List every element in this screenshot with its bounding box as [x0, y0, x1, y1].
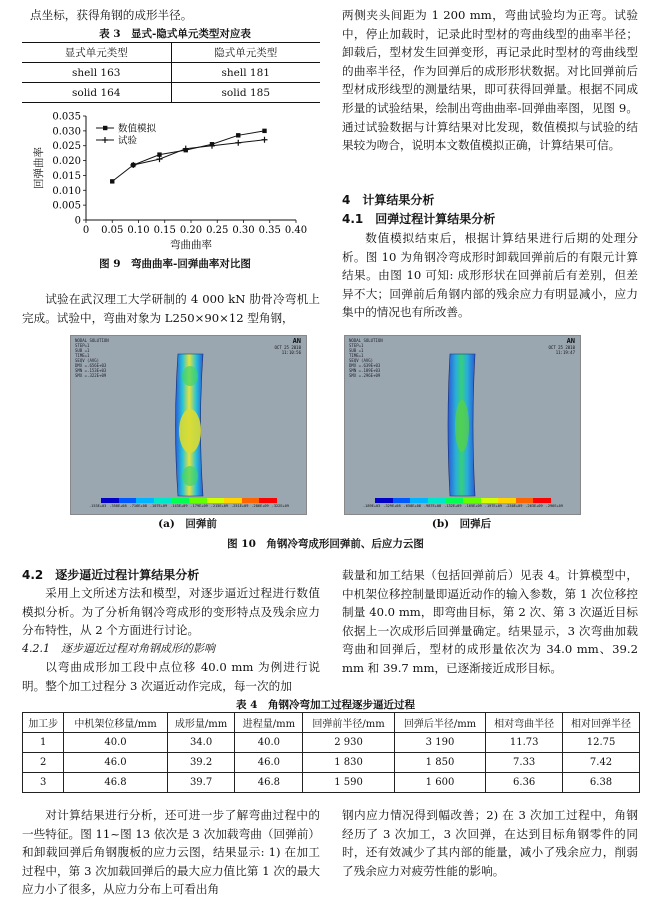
- header-line: SMN =.153E+03: [75, 368, 107, 373]
- header-line: STEP=1: [349, 343, 364, 348]
- section42-heading: 4.2 逐步逼近过程计算结果分析: [22, 568, 200, 582]
- y-tick-label: 0.010: [52, 185, 81, 197]
- y-tick-label: 0.030: [52, 126, 81, 138]
- y-tick-label: 0.025: [52, 141, 81, 153]
- right-paragraph-3: 钢内应力情况得到幅改善；2) 在 3 次加工过程中，角钢经历了 3 次加工，3 次回弹，在达到目标角钢零件的同时，还有效减少了其内部的能量，减小了残余应力，削弱了残余应力对疲劳性能的影响。: [342, 808, 638, 878]
- left-paragraph-1: 试验在武汉理工大学研制的 4 000 kN 肋骨冷弯机上完成。试验中，弯曲对象为 L250×90×12 型角钢，: [22, 292, 320, 325]
- panel-a-date: OCT 25 2010: [274, 345, 301, 350]
- table4-header: 相对弯曲半径: [486, 713, 563, 733]
- table4-caption: 表 4 角钢冷弯加工过程逐步逼近过程: [236, 699, 415, 711]
- table4-header: 进程量/mm: [235, 713, 303, 733]
- table4-cell: 2 930: [303, 733, 394, 753]
- right-paragraph-1: 两侧夹头间距为 1 200 mm，弯曲试验均为正弯。试验中，停止加载时，记录此时型材的弯曲线型的曲率半径；卸载后，型材发生回弹变形，再记录此时型材的弯曲线型的曲率半径，作为回弹后的成形形状数据。对比回弹前后型材成形线型的测量结果，即可获得回弹量。根据不同成形量的试验结果，绘制出弯曲曲率-回弹曲率图，见图 9。通过试验数据与计算结果对比发现，数值模拟与试验的结果较为吻合，说明本文数值模拟正确，计算结果可信。: [342, 8, 638, 153]
- figure10-sub-b: (b) 回弹后: [431, 518, 492, 530]
- table3-header: 显式单元类型: [22, 43, 171, 63]
- header-line: SMX =.322E+09: [75, 373, 107, 378]
- header-line: SEQV (AVG): [349, 358, 374, 363]
- table4-cell: 7.33: [486, 753, 563, 773]
- table3-cell: solid 164: [22, 83, 171, 103]
- table3-header: 隐式单元类型: [214, 47, 278, 59]
- x-tick-label: 0.10: [127, 225, 150, 236]
- legend-label: 数值模拟: [118, 123, 157, 135]
- legend-marker-plus: [102, 137, 108, 143]
- y-tick-label: 0.005: [52, 200, 81, 212]
- table4-cell: 34.0: [167, 733, 235, 753]
- panel-a-time: 11:10:56: [281, 350, 301, 355]
- table4-cell: 46.8: [235, 773, 303, 793]
- stress-contour-b: [345, 336, 580, 514]
- header-line: SMN =.189E+03: [349, 368, 381, 373]
- table-row: [23, 753, 640, 773]
- x-tick-label: 0.25: [206, 225, 229, 236]
- table4-cell: 11.73: [486, 733, 563, 753]
- table4-wrapper: [22, 712, 640, 793]
- panel-b-date: OCT 25 2010: [548, 345, 575, 350]
- table4-cell: 6.38: [563, 773, 640, 793]
- table4: [22, 712, 640, 793]
- series-line-2: [133, 140, 264, 165]
- table4-cell: 1 600: [394, 773, 485, 793]
- scale-label: .358E+08: [109, 504, 127, 508]
- chart-marks: [96, 123, 268, 184]
- table4-header: 中机架位移量/mm: [64, 713, 167, 733]
- table4-cell: 2: [23, 753, 64, 773]
- header-line: STEP=1: [75, 343, 90, 348]
- right-paragraph-2: 载量和加工结果（包括回弹前后）见表 4。计算模型中，中机架位移控制量即逼近动作的输入参数，第 1 次位移控制量 40.0 mm，即弯曲目标，第 2 次、第 3 次逼近目标依据上一次成形后回弹量确定。结果显示，3 次弯曲加载弯曲和回弹后，型材的成形量依次为 34.0 mm、39.2 mm 和 39.7 mm，已逐渐接近成形目标。: [342, 568, 638, 675]
- figure10-sub-a: (a) 回弹前: [158, 518, 217, 530]
- data-point-square: [236, 133, 240, 137]
- table4-cell: 12.75: [563, 733, 640, 753]
- table4-cell: 46.0: [235, 753, 303, 773]
- header-line: NODAL SOLUTION: [349, 338, 383, 343]
- scale-label: .197E+09: [484, 504, 503, 508]
- table4-cell: 40.0: [64, 733, 167, 753]
- table3: [22, 42, 320, 103]
- scale-label: .165E+09: [464, 504, 482, 508]
- figure9-chart: [30, 108, 320, 260]
- data-point-square: [262, 129, 266, 133]
- table4-header: 回弹后半径/mm: [394, 713, 485, 733]
- data-point-plus: [157, 156, 163, 162]
- figure10-caption: 图 10 角钢冷弯成形回弹前、后应力云图: [227, 538, 424, 550]
- table4-cell: 7.42: [563, 753, 640, 773]
- scale-label: .987E+08: [423, 504, 442, 508]
- y-tick-label: 0: [74, 215, 81, 227]
- y-tick-label: 0.015: [52, 170, 81, 182]
- table3-cell: shell 163: [22, 63, 171, 83]
- scale-label: .230E+09: [505, 504, 523, 508]
- table4-cell: 1 590: [303, 773, 394, 793]
- table-row: [23, 773, 640, 793]
- y-tick-label: 0.035: [52, 111, 81, 123]
- data-point-plus: [235, 140, 241, 146]
- color-scale-labels-b: [363, 504, 563, 508]
- table3-caption: 表 3 显式-隐式单元类型对应表: [99, 28, 251, 40]
- header-line: DMX =.656E+03: [75, 363, 107, 368]
- scale-label: .107E+09: [149, 504, 168, 508]
- table3-cell: solid 185: [221, 86, 271, 99]
- scale-label: .251E+09: [231, 504, 249, 508]
- table4-cell: 3: [23, 773, 64, 793]
- table4-cell: 1 830: [303, 753, 394, 773]
- header-line: DMX =.639E+03: [349, 363, 381, 368]
- section421-text: 以弯曲成形加工段中点位移 40.0 mm 为例进行说明。整个加工过程分 3 次逼近动作完成，每一次的加: [22, 660, 320, 693]
- x-axis-label: 弯曲曲率: [170, 239, 212, 251]
- scale-label: .322E+09: [271, 504, 289, 508]
- table4-cell: 3 190: [394, 733, 485, 753]
- scale-label: .153E+03: [89, 504, 107, 508]
- header-line: SMX =.296E+09: [349, 373, 381, 378]
- table4-cell: 46.0: [64, 753, 167, 773]
- x-tick-label: 0.20: [179, 225, 203, 236]
- data-point-plus: [262, 137, 268, 143]
- table4-header: 加工步: [23, 713, 64, 733]
- header-line: SEQV (AVG): [75, 358, 100, 363]
- table4-header: 相对回弹半径: [563, 713, 640, 733]
- table4-cell: 46.8: [64, 773, 167, 793]
- x-tick-label: 0.30: [232, 225, 255, 236]
- figure10-panel-a: [70, 335, 307, 515]
- scale-label: .658E+08: [403, 504, 421, 508]
- scale-label: .132E+09: [444, 504, 462, 508]
- section41-text: 数值模拟结束后，根据计算结果进行后期的处理分析。图 10 为角钢冷弯成形时卸载回弹前后的有限元计算结果。由图 10 可知: 成形形状在回弹前后有差别，但差异不大；回弹前后角钢内部的残余应力有明显减小，应力集中的情况也有所改善。: [342, 231, 638, 320]
- x-tick-label: 0.05: [101, 225, 124, 236]
- section4-heading: 4 计算结果分析: [342, 193, 435, 207]
- table4-header: 回弹前半径/mm: [303, 713, 394, 733]
- figure10-panel-b: [344, 335, 581, 515]
- data-point-square: [110, 179, 114, 183]
- y-axis-label: 回弹曲率: [33, 147, 45, 189]
- section421-heading: 4.2.1 逐步逼近过程对角钢成形的影响: [22, 642, 215, 655]
- section41-heading: 4.1 回弹过程计算结果分析: [342, 212, 496, 226]
- legend-label: 试验: [118, 135, 138, 147]
- scale-label: .286E+09: [251, 504, 269, 508]
- legend-marker-square: [103, 126, 107, 130]
- scale-label: .179E+09: [190, 504, 208, 508]
- section42-text: 采用上文所述方法和模型，对逐步逼近过程进行数值模拟分析。为了分析角钢冷弯成形的变形特点及残余应力分布特性，从 2 个方面进行讨论。: [22, 586, 320, 638]
- x-tick-label: 0.15: [153, 225, 176, 236]
- left-top-text: 点坐标，获得角钢的成形半径。: [30, 8, 193, 22]
- scale-label: .143E+09: [170, 504, 188, 508]
- scale-label: .716E+08: [129, 504, 147, 508]
- scale-label: .296E+09: [545, 504, 563, 508]
- table4-cell: 6.36: [486, 773, 563, 793]
- color-scale-labels-a: [89, 504, 289, 508]
- x-tick-label: 0.40: [284, 225, 308, 236]
- header-line: TIME=1: [349, 353, 364, 358]
- figure9-caption: 图 9 弯曲曲率-回弹曲率对比图: [99, 258, 251, 270]
- table4-cell: 1: [23, 733, 64, 753]
- scale-label: .329E+08: [383, 504, 401, 508]
- scale-label: .215E+09: [210, 504, 229, 508]
- table4-cell: 39.2: [167, 753, 235, 773]
- ansys-logo: AN: [566, 337, 575, 345]
- x-tick-label: 0.35: [258, 225, 281, 236]
- scale-label: .263E+09: [525, 504, 543, 508]
- x-tick-label: 0: [82, 225, 90, 236]
- header-line: TIME=1: [75, 353, 90, 358]
- y-tick-label: 0.020: [52, 156, 81, 168]
- color-scale-bar-a: [101, 498, 277, 503]
- header-line: SUB =1: [75, 348, 90, 353]
- table4-cell: 1 850: [394, 753, 485, 773]
- stress-contour-a: [71, 336, 306, 514]
- left-paragraph-3: 对计算结果进行分析，还可进一步了解弯曲过程中的一些特征。图 11~图 13 依次是 3 次加载弯曲（回弹前）和卸载回弹后角钢腹板的应力云图，结果显示: 1) 在加工过程中，第 3 次加载回弹后的最大应力值比第 1 次的最大应力小了很多，从应力分布上可看出角: [22, 808, 320, 897]
- table3-cell: shell 181: [221, 66, 270, 79]
- ansys-logo: AN: [292, 337, 301, 345]
- color-scale-bar-b: [375, 498, 551, 503]
- panel-b-time: 11:19:47: [555, 350, 575, 355]
- header-line: SUB =1: [349, 348, 364, 353]
- table-row: [23, 733, 640, 753]
- header-line: NODAL SOLUTION: [75, 338, 109, 343]
- scale-label: .189E+03: [363, 504, 381, 508]
- table4-header: 成形量/mm: [167, 713, 235, 733]
- table4-cell: 40.0: [235, 733, 303, 753]
- table4-cell: 39.7: [167, 773, 235, 793]
